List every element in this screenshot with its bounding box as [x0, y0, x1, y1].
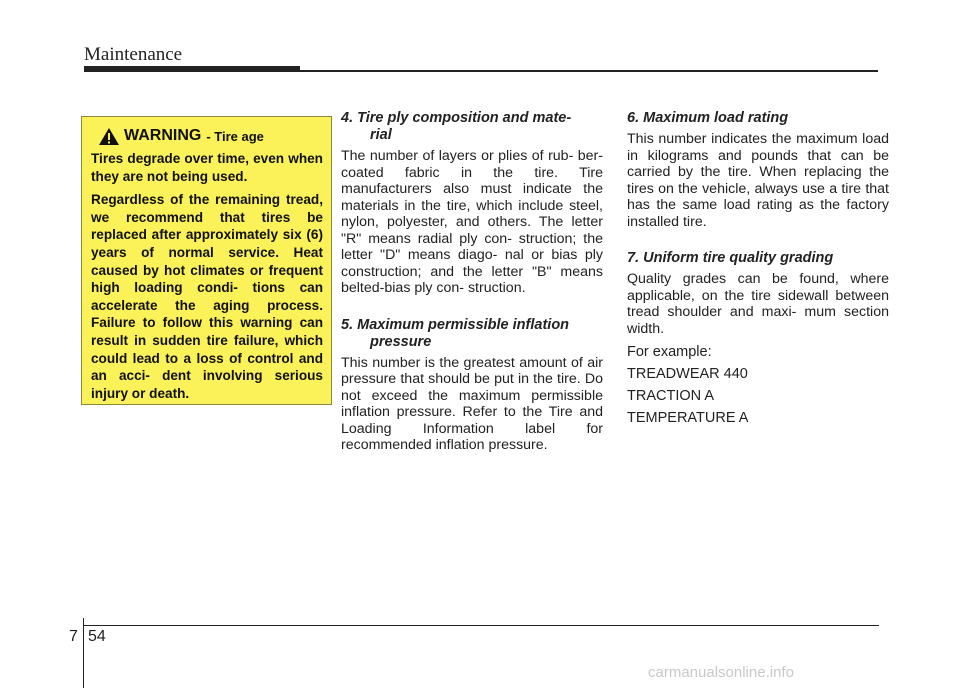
footer-divider [83, 618, 84, 688]
section-body-grading: Quality grades can be found, where applicable, on the tire sidewall between tread shoulder and maxi- mum section width. [627, 271, 889, 337]
section-heading-inflation-line1: 5. Maximum permissible inflation [341, 316, 570, 333]
section-heading-inflation [341, 317, 603, 351]
warning-box [81, 116, 332, 405]
page-number: 54 [88, 628, 106, 645]
section-body-inflation: This number is the greatest amount of air pressure that should be put in the tire. Do not exceed the maximum permissible inflation pressure. Refer to the Tire and Loading Information label for recommended inflation pressure. [341, 354, 603, 453]
example-label: For example: [627, 344, 712, 360]
header-rule-thick [84, 66, 300, 72]
warning-subtitle: - Tire age [206, 128, 264, 144]
section-body-ply: The number of layers or plies of rub- ber-coated fabric in the tire. Tire manufacturers also must indicate the materials in the tire, which include steel, nylon, polyester, and others. The letter "R" means radial ply con- struction; the letter "D" means diago- nal or bias ply construction; and the letter "B" means belted-bias ply con- struction. [341, 148, 603, 296]
warning-paragraph-2: Regardless of the remaining tread, we recommend that tires be replaced after approximately six (6) years of normal service. Heat caused by hot climates or frequent high loading condi- tions can accelerate the aging process. Failure to follow this warning can result in sudden tire failure, which could lead to a loss of control and an acci- dent involving serious injury or death. [91, 192, 323, 401]
example-treadwear: TREADWEAR 440 [627, 366, 748, 382]
section-heading-ply-line2: rial [370, 127, 392, 143]
warning-header [91, 126, 323, 146]
example-traction: TRACTION A [627, 388, 715, 404]
section-heading-ply [341, 110, 603, 144]
example-temperature: TEMPERATURE A [627, 410, 749, 426]
section-body-load: This number indicates the maximum load in kilograms and pounds that can be carried by the tire. When replacing the tires on the vehicle, always use a tire that has the same load rating as the factory installed tire. [627, 131, 889, 230]
page-title: Maintenance [84, 44, 183, 65]
section-heading-load: 6. Maximum load rating [627, 110, 789, 126]
warning-paragraph-1: Tires degrade over time, even when they are not being used. [91, 151, 323, 184]
section-heading-inflation-line2: pressure [370, 333, 432, 350]
middle-column [341, 110, 603, 474]
watermark: carmanualsonline.info [648, 664, 794, 681]
warning-triangle-icon [98, 127, 120, 146]
section-heading-grading: 7. Uniform tire quality grading [627, 250, 834, 266]
right-column [627, 110, 889, 431]
warning-label: WARNING [124, 127, 202, 144]
chapter-number: 7 [69, 628, 78, 645]
footer-rule [84, 625, 879, 626]
header-rule-thin [300, 70, 878, 72]
section-heading-ply-line1: 4. Tire ply composition and mate- [341, 110, 572, 126]
